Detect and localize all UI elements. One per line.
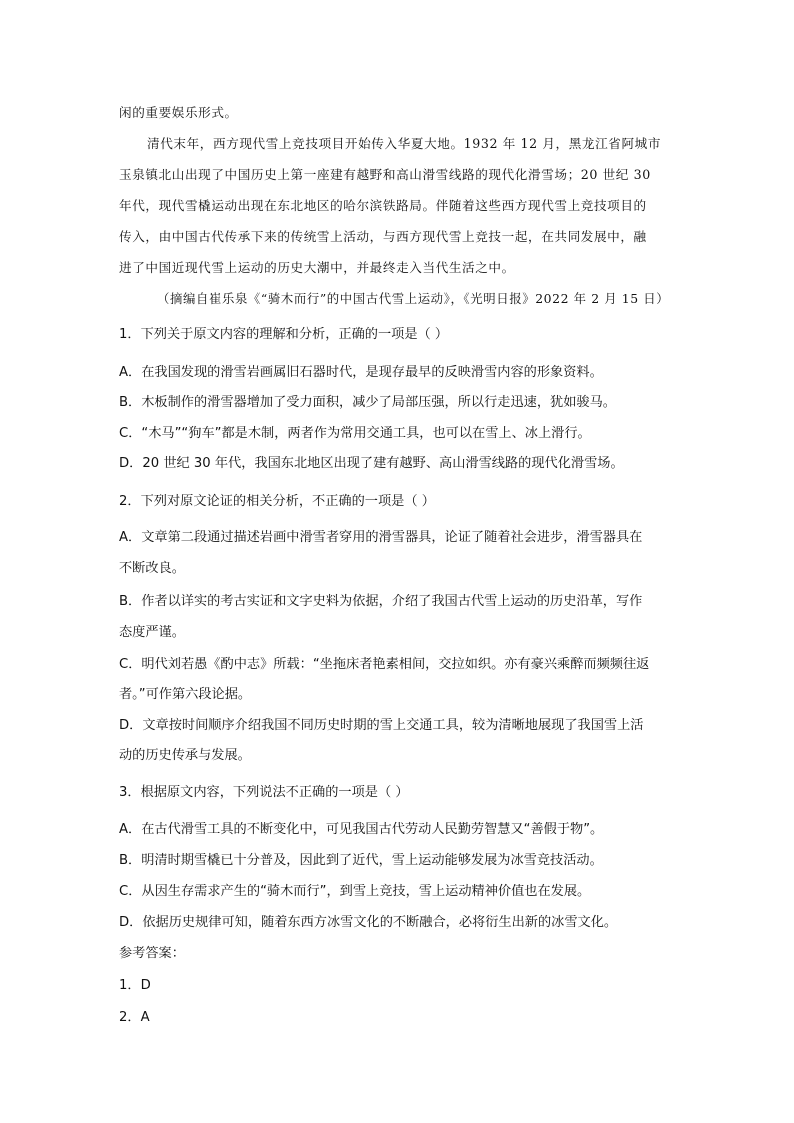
passage-line: 年代，现代雪橇运动出现在东北地区的哈尔滨铁路局。伴随着这些西方现代雪上竞技项目的	[119, 198, 647, 213]
question-stem: 3．根据原文内容，下列说法不正确的一项是（ ）	[119, 785, 409, 800]
option-b: B．作者以详实的考古实证和文字史料为依据，介绍了我国古代雪上运动的历史沿革，写作	[119, 594, 643, 609]
option-c: C．从因生存需求产生的“骑木而行”，到雪上竞技，雪上运动精神价值也在发展。	[119, 884, 591, 899]
passage-line: 进了中国近现代雪上运动的历史大潮中，并最终走入当代生活之中。	[119, 260, 515, 275]
option-b-continued: 态度严谨。	[119, 625, 185, 640]
option-d: D．文章按时间顺序介绍我国不同历史时期的雪上交通工具，较为清晰地展现了我国雪上活	[119, 718, 644, 733]
option-a: A．在古代滑雪工具的不断变化中，可见我国古代劳动人民勤劳智慧又“善假于物”。	[119, 822, 604, 837]
answers-heading: 参考答案：	[119, 946, 185, 961]
passage-line: 玉泉镇北山出现了中国历史上第一座建有越野和高山滑雪线路的现代化滑雪场；20 世纪 30	[119, 167, 651, 182]
option-c-continued: 者。”可作第六段论据。	[119, 687, 252, 702]
answer-item: 1．D	[119, 978, 151, 993]
passage-line: 传入，由中国古代传承下来的传统雪上活动，与西方现代雪上竞技一起，在共同发展中，融	[119, 229, 647, 244]
option-b: B．明清时期雪橇已十分普及，因此到了近代，雪上运动能够发展为冰雪竞技活动。	[119, 853, 603, 868]
option-c: C．明代刘若愚《酌中志》所载：“坐拖床者艳素相间，交拉如织。亦有豪兴乘醉而频频往返	[119, 657, 650, 672]
option-d-continued: 动的历史传承与发展。	[119, 748, 251, 763]
passage-source: （摘编自崔乐泉《“骑木而行”的中国古代雪上运动》，《光明日报》2022 年 2 月 15 日）	[157, 291, 670, 306]
option-d: D．依据历史规律可知，随着东西方冰雪文化的不断融合，必将衍生出新的冰雪文化。	[119, 915, 618, 930]
option-c: C．“木马”“狗车”都是木制，两者作为常用交通工具，也可以在雪上、冰上滑行。	[119, 426, 591, 441]
option-a: A．在我国发现的滑雪岩画属旧石器时代，是现存最早的反映滑雪内容的形象资料。	[119, 365, 603, 380]
option-b: B．木板制作的滑雪器增加了受力面积，减少了局部压强，所以行走迅速，犹如骏马。	[119, 395, 616, 410]
option-d: D．20 世纪 30 年代，我国东北地区出现了建有越野、高山滑雪线路的现代化滑雪场。	[119, 456, 624, 471]
passage-line: 闲的重要娱乐形式。	[119, 105, 238, 120]
passage-line: 清代末年，西方现代雪上竞技项目开始传入华夏大地。1932 年 12 月，黑龙江省阿城市	[147, 136, 662, 151]
answer-item: 2．A	[119, 1010, 150, 1025]
question-stem: 1．下列关于原文内容的理解和分析，正确的一项是（ ）	[119, 327, 449, 342]
option-a-continued: 不断改良。	[119, 561, 185, 576]
question-stem: 2．下列对原文论证的相关分析，不正确的一项是（ ）	[119, 494, 435, 509]
option-a: A．文章第二段通过描述岩画中滑雪者穿用的滑雪器具，论证了随着社会进步，滑雪器具在	[119, 530, 643, 545]
